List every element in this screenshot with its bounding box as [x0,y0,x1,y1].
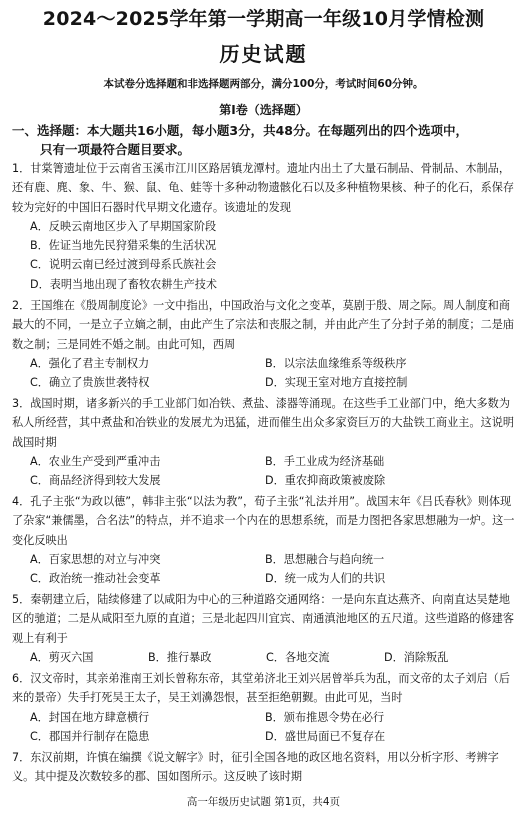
option-a[interactable]: A．百家思想的对立与冲突 [30,552,161,566]
question-4 [12,492,517,588]
option-b[interactable]: B．推行暴政 [148,650,212,664]
question-options [12,452,517,491]
option-b[interactable]: B．颁布推恩令势在必行 [265,710,385,724]
question-stem: 6．汉文帝时，其亲弟淮南王刘长曾称东帝，其堂弟济北王刘兴居曾举兵为乱，而文帝的太子刘启（后来的景帝）失手打死吴王太子，吴王刘濞怨恨，甚至拒绝朝觐。由此可见，当时 [12,672,510,705]
option-d[interactable]: D．重农抑商政策被废除 [265,474,386,488]
question-stem: 3．战国时期，诸多新兴的手工业部门如冶铁、煮盐、漆器等涌现。在这些手工业部门中，绝大多数为私人所经营，其中煮盐和冶铁业的发展尤为迅猛，进而催生出众多家资巨万的大盐铁工商业主。这说明战国时期 [12,397,515,449]
question-1 [12,159,517,294]
section-heading-line1: 一、选择题：本大题共16小题，每小题3分，共48分。在每题列出的四个选项中， [12,123,468,138]
question-6 [12,669,517,746]
exam-subtitle: 历史试题 [219,42,308,66]
page-footer: 高一年级历史试题 第1页，共4页 [186,796,341,808]
question-stem: 2．王国维在《殷周制度论》一文中指出，中国政治与文化之变革，莫剧于殷、周之际。周人制度和商最大的不同，一是立子立嫡之制，由此产生了宗法和丧服之制，并由此产生了分封子弟的制度；二是庙数之制；三是同姓不婚之制。由此可知，西周 [12,299,515,351]
question-5 [12,590,517,667]
question-options [12,354,517,393]
question-7 [12,748,517,787]
question-options [12,550,517,589]
option-c[interactable]: C．各地交流 [266,650,330,664]
option-d[interactable]: D．盛世局面已不复存在 [265,729,386,743]
option-c[interactable]: C．郡国并行制存在隐患 [30,729,150,743]
question-options [12,648,517,667]
option-c[interactable]: C．确立了贵族世袭特权 [30,376,150,390]
option-a[interactable]: A．封国在地方肆意横行 [30,710,150,724]
section-heading [12,121,519,159]
option-b[interactable]: B．佐证当地先民狩猎采集的生活状况 [30,239,217,253]
option-d[interactable]: D．实现王室对地方直接控制 [265,376,408,390]
option-d[interactable]: D．统一成为人们的共识 [265,572,386,586]
option-b[interactable]: B．以宗法血缘维系等级秩序 [265,356,407,370]
option-d[interactable]: D．表明当地出现了畜牧农耕生产技术 [30,277,218,291]
option-a[interactable]: A．剪灭六国 [30,650,94,664]
part-heading: 第Ⅰ卷（选择题） [219,103,308,117]
question-stem: 4．孔子主张“为政以德”，韩非主张“以法为教”，荀子主张“礼法并用”。战国末年《吕氏春秋》则体现了杂家“兼儒墨，合名法”的特点，并不追求一个内在的思想系统，而是力图把各家思想融为一炉。这一变化反映出 [12,495,515,547]
option-d[interactable]: D．消除叛乱 [384,650,449,664]
exam-note: 本试卷分选择题和非选择题两部分，满分100分，考试时间60分钟。 [103,78,424,90]
question-options [12,708,517,747]
question-stem: 1．甘棠箐遗址位于云南省玉溪市江川区路居镇龙潭村。遗址内出土了大量石制品、骨制品、木制品，还有鹿、麂、象、牛、猴、鼠、龟、蛙等十多种动物遗骸化石以及多种植物果核、种子的化石，系保存较为完好的中国旧石器时代早期文化遗存。该遗址的发现 [12,162,515,214]
question-stem: 5．秦朝建立后，陆续修建了以咸阳为中心的三种道路交通网络：一是向东直达燕齐、向南直达吴楚地区的驰道；二是从咸阳至九原的直道；三是北起四川宜宾、南通滇池地区的五尺道。这些道路的修建客观上有利于 [12,593,515,645]
option-c[interactable]: C．说明云南已经过渡到母系氏族社会 [30,258,217,272]
option-a[interactable]: A．强化了君主专制权力 [30,356,150,370]
exam-title: 2024～2025学年第一学期高一年级10月学情检测 [42,8,485,30]
option-c[interactable]: C．商品经济得到较大发展 [30,474,161,488]
question-3 [12,394,517,490]
question-options [12,217,517,294]
option-a[interactable]: A．农业生产受到严重冲击 [30,454,161,468]
question-2 [12,296,517,392]
question-stem: 7．东汉前期，许慎在编撰《说文解字》时，征引全国各地的政区地名资料，用以分析字形、考辨字义。其中提及次数较多的郡、国如图所示。这反映了该时期 [12,751,499,784]
option-b[interactable]: B．思想融合与趋向统一 [265,552,385,566]
section-heading-line2: 只有一项最符合题目要求。 [40,142,191,157]
option-c[interactable]: C．政治统一推动社会变革 [30,572,161,586]
option-b[interactable]: B．手工业成为经济基础 [265,454,385,468]
option-a[interactable]: A．反映云南地区步入了早期国家阶段 [30,219,217,233]
